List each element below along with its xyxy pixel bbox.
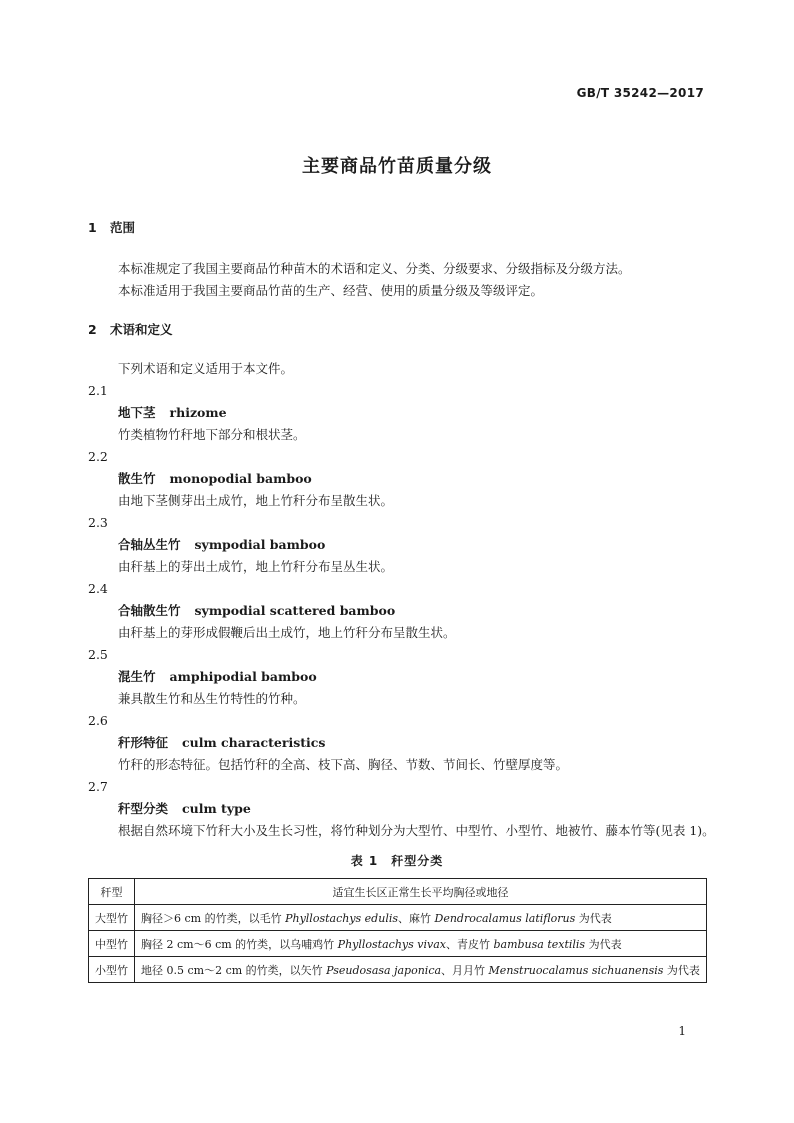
section-number: 1: [88, 220, 97, 235]
term-definition: 由秆基上的芽形成假鞭后出土成竹，地上竹秆分布呈散生状。: [118, 625, 456, 640]
term-zh: 合轴散生竹: [118, 603, 181, 618]
term-en: sympodial scattered bamboo: [194, 603, 396, 618]
desc-text: 、月月竹: [441, 963, 489, 977]
culm-type-table: [88, 878, 707, 983]
term-heading: [88, 798, 706, 820]
term-number: 2.1: [88, 383, 108, 398]
culm-type-cell: 大型竹: [89, 905, 135, 931]
desc-text: 地径 0.5 cm～2 cm 的竹类，以矢竹: [141, 963, 327, 977]
species-name: Pseudosasa japonica: [326, 963, 442, 977]
term-en: culm type: [182, 801, 251, 816]
term-number: 2.3: [88, 515, 108, 530]
species-name: Dendrocalamus latiflorus: [434, 911, 576, 925]
species-name: Phyllostachys edulis: [285, 911, 398, 925]
description-cell: [135, 931, 707, 957]
term-en: sympodial bamboo: [194, 537, 326, 552]
table-header-cell: 适宜生长区正常生长平均胸径或地径: [135, 879, 707, 905]
section-title: 术语和定义: [110, 322, 173, 337]
desc-text: 、麻竹: [398, 911, 435, 925]
description-cell: [135, 957, 707, 983]
term-en: monopodial bamboo: [169, 471, 312, 486]
term-number: 2.4: [88, 581, 108, 596]
desc-text: 、青皮竹: [445, 937, 494, 951]
scope-paragraph-2: 本标准适用于我国主要商品竹苗的生产、经营、使用的质量分级及等级评定。: [118, 283, 544, 298]
term-number: 2.7: [88, 779, 108, 794]
term-zh: 秆形特征: [118, 735, 169, 750]
term-number: 2.6: [88, 713, 108, 728]
term-heading: [88, 468, 706, 490]
term-zh: 混生竹: [118, 669, 156, 684]
term-zh: 合轴丛生竹: [118, 537, 181, 552]
section-number: 2: [88, 322, 97, 337]
desc-text: 为代表: [585, 937, 622, 951]
standard-code: GB/T 35242—2017: [576, 86, 704, 100]
term-heading: [88, 732, 706, 754]
species-name: Phyllostachys vivax: [337, 937, 446, 951]
description-cell: [135, 905, 707, 931]
culm-type-cell: 小型竹: [89, 957, 135, 983]
document-body: [88, 218, 715, 983]
section-1-heading: [88, 218, 706, 238]
desc-text: 胸径 2 cm～6 cm 的竹类，以乌哺鸡竹: [141, 937, 338, 951]
term-zh: 散生竹: [118, 471, 156, 486]
term-en: culm characteristics: [182, 735, 326, 750]
document-title: 主要商品竹苗质量分级: [302, 156, 492, 177]
table-row: [89, 931, 707, 957]
desc-text: 为代表: [663, 963, 700, 977]
term-heading: [88, 534, 706, 556]
term-zh: 秆型分类: [118, 801, 169, 816]
table-row: [89, 905, 707, 931]
term-definition: 由秆基上的芽出土成竹，地上竹秆分布呈丛生状。: [118, 559, 394, 574]
desc-text: 为代表: [575, 911, 612, 925]
term-zh: 地下茎: [118, 405, 156, 420]
table-header-cell: 秆型: [89, 879, 135, 905]
section-title: 范围: [110, 220, 136, 235]
table-caption: 表 1 秆型分类: [350, 854, 444, 868]
term-definition: 由地下茎侧芽出土成竹，地上竹秆分布呈散生状。: [118, 493, 394, 508]
term-definition: 竹类植物竹秆地下部分和根状茎。: [118, 427, 306, 442]
term-definition: 根据自然环境下竹秆大小及生长习性，将竹种划分为大型竹、中型竹、小型竹、地被竹、藤本竹等(见表 1)。: [118, 823, 715, 838]
term-number: 2.2: [88, 449, 108, 464]
term-en: rhizome: [169, 405, 227, 420]
scope-paragraph-1: 本标准规定了我国主要商品竹种苗木的术语和定义、分类、分级要求、分级指标及分级方法。: [118, 261, 631, 276]
term-heading: [88, 402, 706, 424]
desc-text: 胸径＞6 cm 的竹类，以毛竹: [141, 911, 286, 925]
table-row: [89, 957, 707, 983]
term-number: 2.5: [88, 647, 108, 662]
term-definition: 竹秆的形态特征。包括竹秆的全高、枝下高、胸径、节数、节间长、竹壁厚度等。: [118, 757, 569, 772]
page-number: 1: [678, 1024, 686, 1038]
section-2-heading: [88, 320, 706, 340]
term-definition: 兼具散生竹和丛生竹特性的竹种。: [118, 691, 306, 706]
culm-type-cell: 中型竹: [89, 931, 135, 957]
term-en: amphipodial bamboo: [169, 669, 317, 684]
species-name: Menstruocalamus sichuanensis: [488, 963, 664, 977]
term-heading: [88, 600, 706, 622]
table-header-row: [89, 879, 707, 905]
terms-intro: 下列术语和定义适用于本文件。: [118, 361, 294, 376]
term-heading: [88, 666, 706, 688]
species-name: bambusa textilis: [493, 937, 586, 951]
